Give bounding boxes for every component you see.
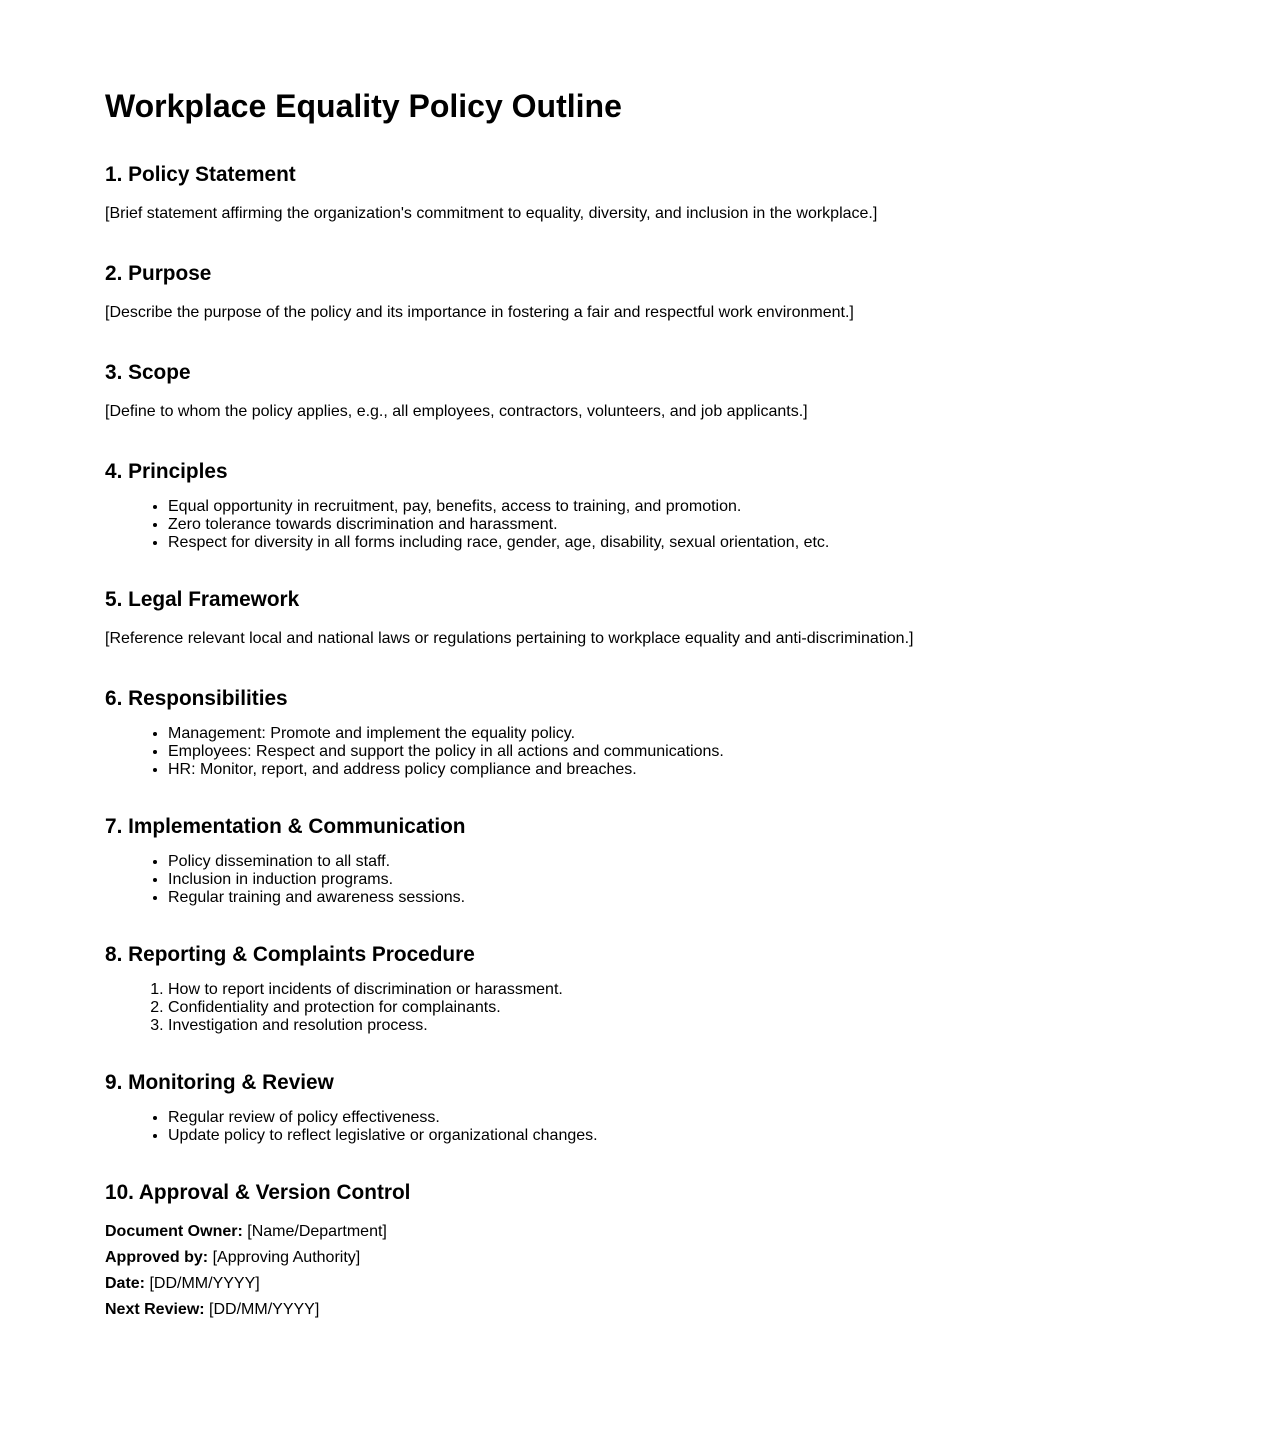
section-heading: 2. Purpose [105,262,212,285]
bullet-list [105,498,1143,552]
list-item: • HR: Monitor, report, and address policy compliance and breaches. [168,761,1143,779]
field-row-date [105,1275,1143,1293]
list-item: • Inclusion in induction programs. [168,871,1143,889]
section-paragraph: [Describe the purpose of the policy and its importance in fostering a fair and respectful work environment.] [105,304,854,321]
list-item: • Employees: Respect and support the policy in all actions and communications. [168,743,1143,761]
list-item: • Regular review of policy effectiveness. [168,1109,1143,1127]
bullet-list [105,725,1143,779]
section-heading: 8. Reporting & Complaints Procedure [105,943,475,966]
list-item: 3. Investigation and resolution process. [168,1017,1143,1035]
field-value: [DD/MM/YYYY] [209,1301,320,1318]
section-policy-statement [105,163,1143,223]
section-scope [105,361,1143,421]
section-paragraph: [Define to whom the policy applies, e.g., all employees, contractors, volunteers, and job applicants.] [105,403,808,420]
list-item: • Respect for diversity in all forms including race, gender, age, disability, sexual orientation, etc. [168,534,1143,552]
section-heading: 3. Scope [105,361,191,384]
field-row-approved-by [105,1249,1143,1267]
bullet-list [105,1109,1143,1145]
field-label: Next Review: [105,1301,205,1318]
list-item: • Regular training and awareness sessions. [168,889,1143,907]
field-value: [Name/Department] [247,1223,387,1240]
page-title: Workplace Equality Policy Outline [105,88,622,124]
list-item: • Equal opportunity in recruitment, pay, benefits, access to training, and promotion. [168,498,1143,516]
list-item: 2. Confidentiality and protection for complainants. [168,999,1143,1017]
section-approval-version-control [105,1181,1143,1327]
section-legal-framework [105,588,1143,648]
section-monitoring-review [105,1071,1143,1145]
section-heading: 7. Implementation & Communication [105,815,466,838]
list-item: • Zero tolerance towards discrimination and harassment. [168,516,1143,534]
section-implementation-communication [105,815,1143,907]
bullet-list [105,853,1143,907]
field-label: Date: [105,1275,146,1292]
field-row-next-review [105,1301,1143,1319]
section-heading: 10. Approval & Version Control [105,1181,411,1204]
section-responsibilities [105,687,1143,779]
section-heading: 9. Monitoring & Review [105,1071,334,1094]
field-label: Approved by: [105,1249,209,1266]
section-paragraph: [Reference relevant local and national laws or regulations pertaining to workplace equality and anti-discrimination.] [105,630,914,647]
section-heading: 1. Policy Statement [105,163,296,186]
field-row-document-owner [105,1223,1143,1241]
field-value: [DD/MM/YYYY] [149,1275,260,1292]
section-principles [105,460,1143,552]
list-item: 1. How to report incidents of discrimination or harassment. [168,981,1143,999]
section-paragraph: [Brief statement affirming the organization's commitment to equality, diversity, and inclusion in the workplace.] [105,205,878,222]
section-heading: 6. Responsibilities [105,687,288,710]
section-heading: 4. Principles [105,460,228,483]
list-item: • Management: Promote and implement the equality policy. [168,725,1143,743]
field-value: [Approving Authority] [212,1249,361,1266]
section-purpose [105,262,1143,322]
section-heading: 5. Legal Framework [105,588,300,611]
list-item: • Policy dissemination to all staff. [168,853,1143,871]
section-reporting-complaints [105,943,1143,1035]
list-item: • Update policy to reflect legislative or organizational changes. [168,1127,1143,1145]
field-label: Document Owner: [105,1223,243,1240]
numbered-list [105,981,1143,1035]
